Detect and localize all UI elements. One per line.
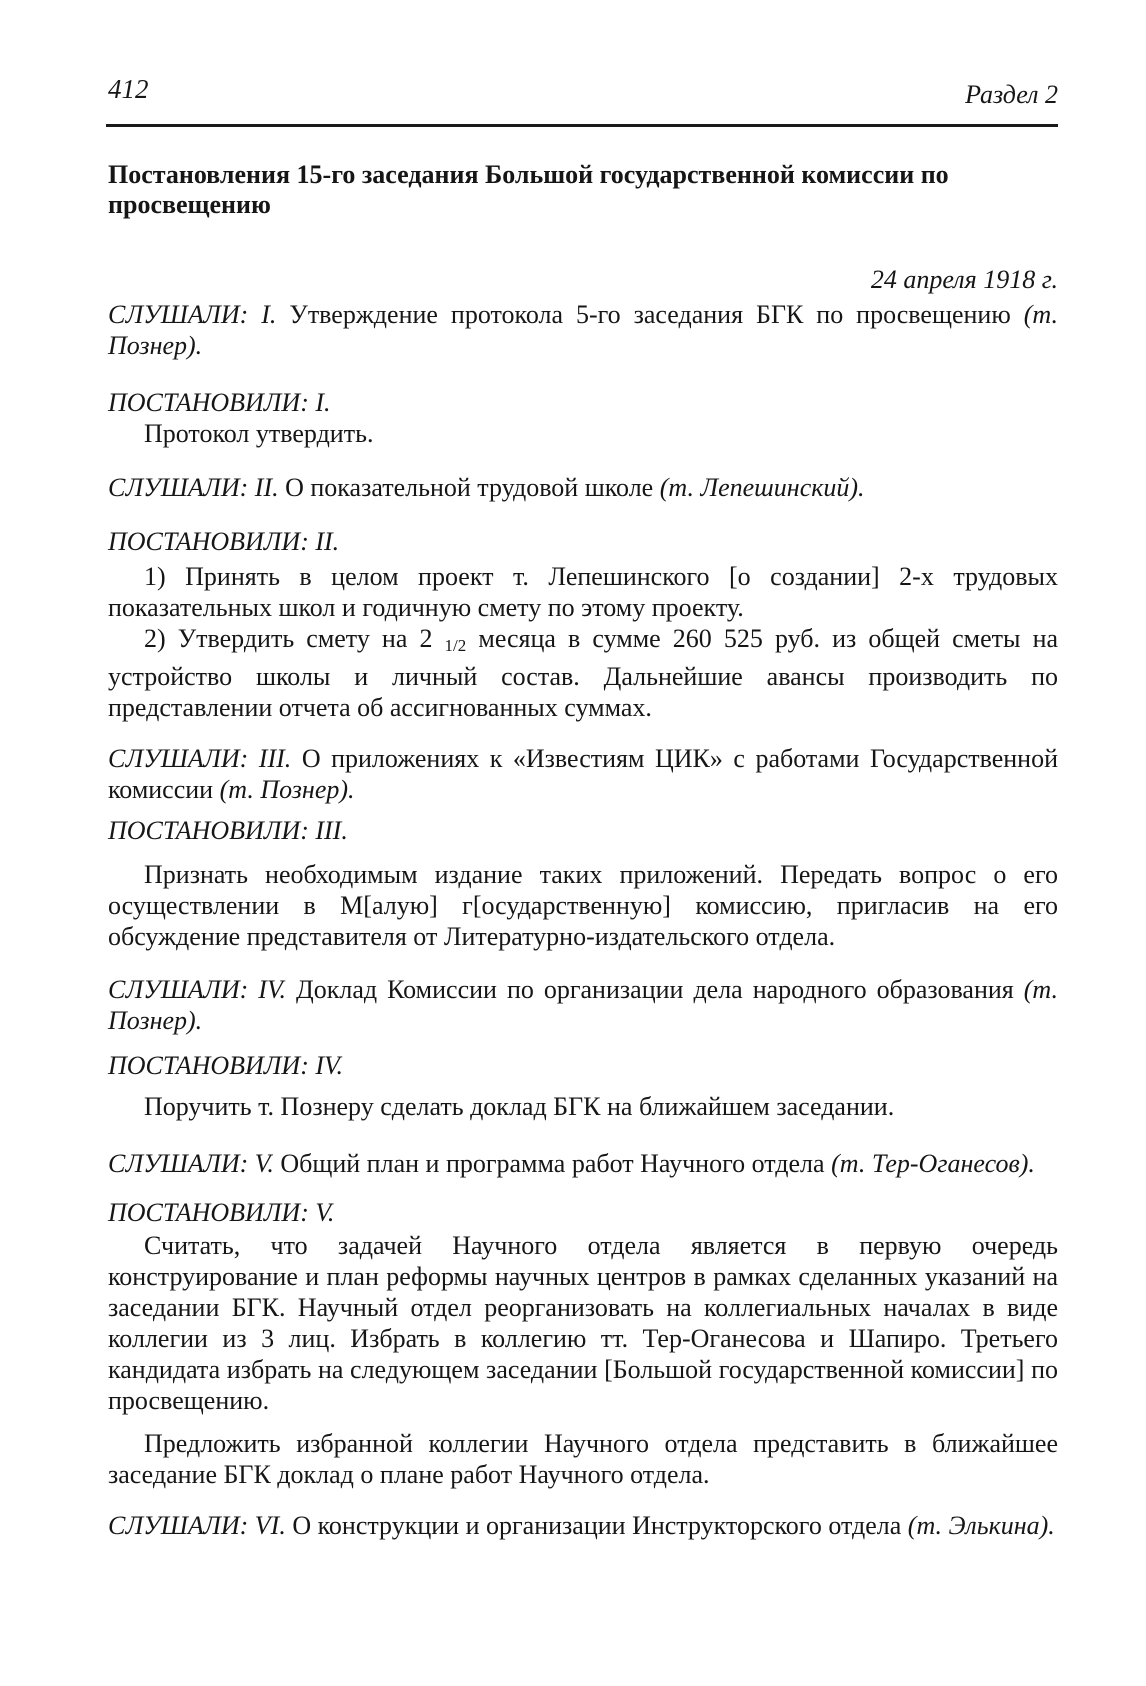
resolution-2-para-2-rest: месяца в сумме 260 525 руб. из общей сметы на устройство школы и личный состав. Дальнейшие авансы производить по представлении отчета об ассигнованных суммах. [108,624,1059,722]
resolution-1-para-1: Протокол утвердить. [144,419,374,448]
resolution-5-para-1: Считать, что задачей Научного отдела является в первую очередь конструирование и план реформы научных центров в рамках сделанных указаний на заседании БГК. Научный отдел реорганизовать на коллегиальных началах в виде коллегии из 3 лиц. Избрать в коллегию тт. Тер-Оганесова и Шапиро. Третьего кандидата избрать на следующем заседании [Большой государственной комиссии] по просвещению. [108,1231,1058,1415]
heard-person: (т. Элькина). [907,1511,1055,1540]
heard-text: О приложениях к «Известиям ЦИК» с работами Государственной комиссии [108,744,1059,804]
heard-label: СЛУШАЛИ: III. [108,744,292,773]
heard-text: Утверждение протокола 5-го заседания БГК по просвещению [289,300,1011,329]
heard-item-2 [108,472,1058,503]
resolution-2-para-2-prefix: 2) Утвердить смету на 2 [144,624,433,653]
resolution-5-para-2: Предложить избранной коллегии Научного отдела представить в ближайшее заседание БГК доклад о плане работ Научного отдела. [108,1429,1058,1489]
header-rule [106,124,1058,127]
heard-item-1 [108,299,1058,361]
resolution-2-para-2 [108,623,1058,723]
running-header: Раздел 2 [965,80,1058,109]
heard-person: (т. Познер). [108,975,1059,1035]
resolution-2-para-1: 1) Принять в целом проект т. Лепешинского [о создании] 2-х трудовых показательных школ и годичную смету по этому проекту. [108,562,1058,622]
resolved-label-4: ПОСТАНОВИЛИ: IV. [108,1051,344,1080]
page-number: 412 [108,74,149,104]
document-title: Постановления 15-го заседания Большой государственной комиссии по просвещению [108,160,949,219]
resolved-label-1: ПОСТАНОВИЛИ: I. [108,388,331,417]
document-body [108,160,1058,1541]
fraction-one-half: 1/2 [444,636,467,655]
heard-label: СЛУШАЛИ: VI. [108,1511,286,1540]
heard-item-5 [108,1148,1058,1179]
heard-label: СЛУШАЛИ: IV. [108,975,286,1004]
heard-label: СЛУШАЛИ: II. [108,473,279,502]
heard-person: (т. Познер). [219,775,355,804]
heard-text: Общий план и программа работ Научного отдела [280,1149,825,1178]
heard-item-3 [108,743,1058,805]
resolved-label-5: ПОСТАНОВИЛИ: V. [108,1198,335,1227]
heard-text: О показательной трудовой школе [285,473,654,502]
heard-person: (т. Познер). [108,300,1059,360]
heard-text: Доклад Комиссии по организации дела народного образования [296,975,1014,1004]
heard-person: (т. Тер-Оганесов). [831,1149,1035,1178]
heard-item-4 [108,974,1058,1036]
resolution-4-para-1: Поручить т. Познеру сделать доклад БГК на ближайшем заседании. [144,1092,895,1121]
heard-item-6 [108,1510,1058,1541]
heard-label: СЛУШАЛИ: I. [108,300,277,329]
document-date: 24 апреля 1918 г. [870,265,1058,294]
resolved-label-3: ПОСТАНОВИЛИ: III. [108,816,348,845]
resolved-label-2: ПОСТАНОВИЛИ: II. [108,527,340,556]
heard-person: (т. Лепешинский). [659,473,865,502]
heard-text: О конструкции и организации Инструкторского отдела [292,1511,902,1540]
heard-label: СЛУШАЛИ: V. [108,1149,274,1178]
resolution-3-para-1: Признать необходимым издание таких приложений. Передать вопрос о его осуществлении в М[алую] г[осударственную] комиссию, пригласив на его обсуждение представителя от Литературно-издательского отдела. [108,860,1058,951]
